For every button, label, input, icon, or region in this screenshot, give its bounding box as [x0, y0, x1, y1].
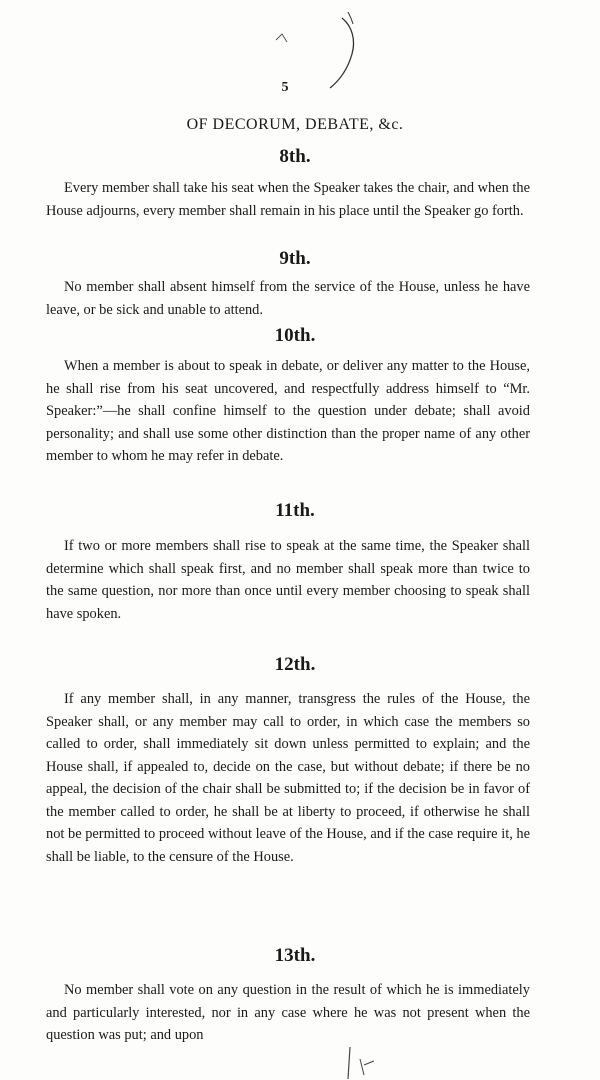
handwritten-pencil-mark-bottom	[330, 1045, 390, 1080]
rule-heading-11: 11th.	[275, 500, 315, 521]
rule-heading-9: 9th.	[279, 248, 311, 269]
section-title: OF DECORUM, DEBATE, &c.	[186, 116, 404, 133]
rule-text-8: Every member shall take his seat when the Speaker takes the chair, and when the House adjourns, every member shall remain in his place until the Speaker go forth.	[46, 180, 530, 219]
rule-heading-8: 8th.	[279, 146, 311, 167]
rule-text-10: When a member is about to speak in debate, or deliver any matter to the House, he shall rise from his seat uncovered, and respectfully address himself to “Mr. Speaker:”—he shall confine himself to the question under debate; shall avoid personality; and shall use some other distinction than the proper name of any other member to whom he may refer in debate.	[46, 358, 530, 464]
rule-text-9: No member shall absent himself from the service of the House, unless he have leave, or be sick and unable to attend.	[46, 279, 530, 318]
rule-heading-10: 10th.	[274, 325, 316, 346]
rule-text-13: No member shall vote on any question in the result of which he is immediately and particularly interested, nor in any case where he was not present when the question was put; and upon	[46, 982, 530, 1043]
rule-text-11: If two or more members shall rise to speak at the same time, the Speaker shall determine which shall speak first, and no member shall speak more than twice to the same question, nor more than once until every member choosing to speak shall have spoken.	[46, 538, 530, 622]
page-number: 5	[281, 80, 289, 95]
handwritten-pencil-mark	[260, 10, 370, 90]
rule-text-12: If any member shall, in any manner, transgress the rules of the House, the Speaker shall, or any member may call to order, in which case the members so called to order, shall immediately sit down unless permitted to explain; and the House shall, if appealed to, decide on the case, but without debate; if there be no appeal, the decision of the chair shall be submitted to; if the decision be in favor of the member called to order, he shall be at liberty to proceed, if otherwise he shall not be permitted to proceed without leave of the House, and if the case require it, he shall be liable, to the censure of the House.	[46, 691, 530, 865]
rule-heading-12: 12th.	[274, 654, 316, 675]
rule-heading-13: 13th.	[274, 945, 316, 966]
